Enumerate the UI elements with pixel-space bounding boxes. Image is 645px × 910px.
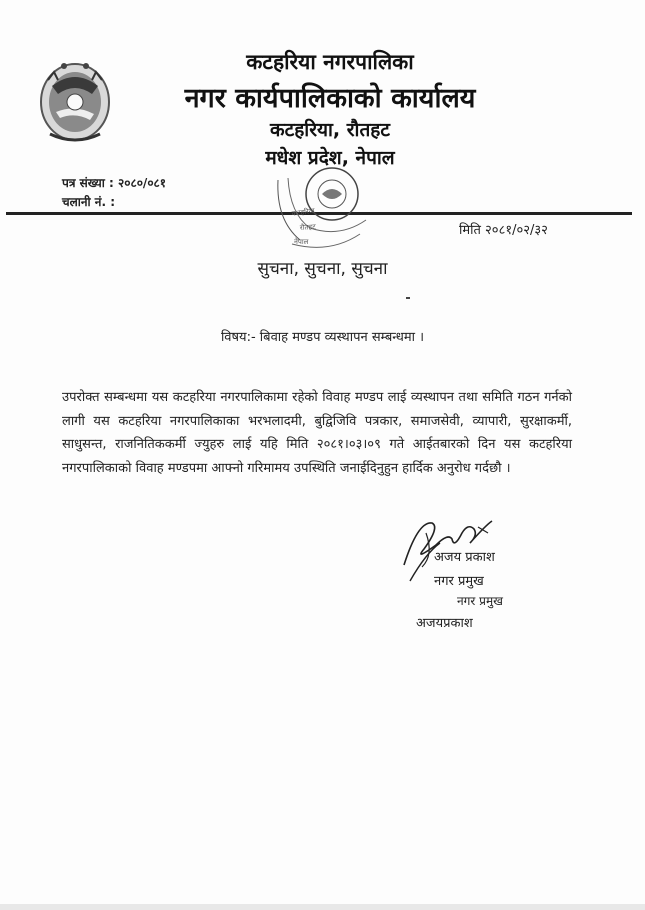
stamp-title: नगर प्रमुख (457, 594, 503, 608)
notice-heading: सुचना, सुचना, सुचना (257, 259, 388, 279)
stamp-name: अजयप्रकाश (416, 616, 473, 631)
letter-date: मिति २०८१/०२/३२ (459, 223, 548, 238)
municipality-name: कटहरिया नगरपालिका (246, 50, 414, 74)
speck (406, 297, 410, 299)
letter-number: पत्र संख्या : २०८०/०८१ (62, 176, 167, 190)
signatory-title: नगर प्रमुख (434, 574, 484, 589)
page-bottom-edge (0, 904, 645, 910)
office-address: कटहरिया, रौतहट (270, 119, 390, 141)
dispatch-number: चलानी नं. : (62, 195, 116, 209)
office-name: नगर कार्यपालिकाको कार्यालय (184, 83, 476, 114)
signatory-name: अजय प्रकाश (434, 550, 495, 565)
letter-subject: विषय:- बिवाह मण्डप व्यस्थापन सम्बन्धमा । (220, 330, 425, 345)
svg-text:रौतहट: रौतहट (299, 222, 317, 232)
svg-text:कटहरिया: कटहरिया (291, 206, 316, 218)
letter-body: उपरोक्त सम्बन्धमा यस कटहरिया नगरपालिकामा रहेको विवाह मण्डप लाई व्यस्थापन तथा समिति गठन गर्नको लागी यस कटहरिया नगरपालिकाका भरभलादमी, बुद्विजिवि पत्रकार, समाजसेवी, व्यापारी, सुरक्षाकर्मी, साधुसन्त, राजनितिककर्मी ज्युहरु लाई यहि मिति २०८१।०३।०९ गते आईतबारको दिन यस कटहरिया नगरपालिकाको विवाह मण्डपमा आफ्नो गरिमामय उपस्थिति जनाईदिनुहुन हार्दिक अनुरोध गर्दछौ । (62, 390, 572, 476)
svg-text:नेपाल: नेपाल (294, 238, 309, 246)
province-country: मधेश प्रदेश, नेपाल (265, 147, 395, 169)
office-seal-stamp (270, 158, 374, 258)
nepal-emblem-icon (38, 56, 112, 144)
